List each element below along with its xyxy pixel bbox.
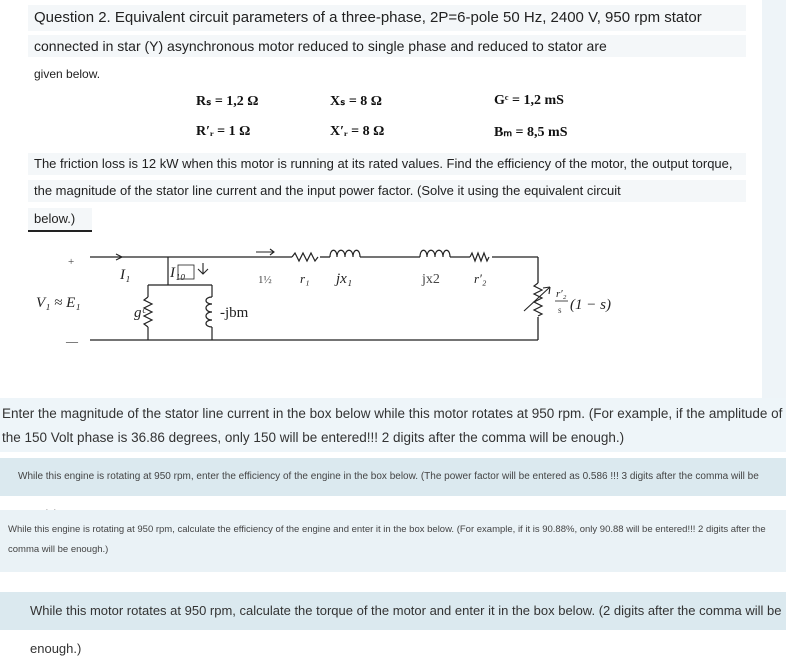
right-margin-bar (762, 0, 786, 400)
jx1-label: jx₁ (336, 271, 353, 287)
load-label: (1 − s) (570, 297, 611, 313)
i1-label: I₁ (120, 267, 131, 283)
variable-arrow (524, 287, 550, 311)
equivalent-circuit-diagram (30, 235, 650, 355)
description-line-1: The friction loss is 12 kW when this motor is running at its rated values. Find the efficiency of the motor, the output torque, (28, 153, 746, 175)
param-bm: Bₘ = 8,5 mS (494, 125, 568, 140)
load-resistor (534, 283, 542, 316)
description-line-2: the magnitude of the stator line current and the input power factor. (Solve it using the equivalent circuit (28, 180, 746, 202)
jx1-inductor (330, 250, 360, 257)
jbm-label: -jbm (220, 305, 249, 321)
gc-label: gᶜ (134, 305, 146, 321)
question-title: Question 2. Equivalent circuit parameters of a three-phase, 2P=6-pole 50 Hz, 2400 V, 950 rpm stator (28, 5, 746, 31)
r1-label: r₁ (300, 271, 310, 286)
answer-prompt-torque: While this motor rotates at 950 rpm, calculate the torque of the motor and enter it in the box below. (2 digits after the comma will be enough.) (0, 592, 786, 630)
param-xs: Xₛ = 8 Ω (330, 94, 383, 109)
jx2-label: jx2 (422, 272, 440, 287)
i10-label: I₁₀ (170, 265, 186, 281)
bm-inductor (206, 297, 212, 327)
answer-prompt-efficiency: While this engine is rotating at 950 rpm, calculate the efficiency of the engine and enter it in the box below. (For example, if it is 90.88%, only 90.88 will be entered!!! 2 digits after the comma will be enough.) (0, 510, 786, 572)
r2-label: r′₂ (474, 271, 487, 286)
voltage-label: V₁ ≈ E₁ (36, 295, 81, 311)
question-line-3: given below. (34, 67, 101, 81)
param-rs: Rₛ = 1,2 Ω (196, 94, 259, 109)
param-rr: R′ᵣ = 1 Ω (196, 124, 251, 139)
answer-prompt-power-factor: While this engine is rotating at 950 rpm, enter the efficiency of the engine in the box below. (The power factor will be entered as 0.586 !!! 3 digits after the comma will be (0, 458, 786, 496)
r1-resistor (292, 253, 318, 261)
description-line-3: below.) (28, 208, 92, 232)
answer-prompt-line-current: Enter the magnitude of the stator line current in the box below while this motor rotates at 950 rpm. (For example, if the amplitude of the 150 Volt phase is 36.86 degrees, only 150 will be entered!!! 2 digits after the comma will be enough.) (0, 398, 786, 452)
i-half-label: 1½ (258, 274, 272, 286)
jx2-inductor (420, 250, 450, 257)
question-line-2: connected in star (Y) asynchronous motor reduced to single phase and reduced to stator are (28, 35, 746, 57)
plus-sign: + (68, 256, 75, 268)
r2-resistor (470, 253, 489, 261)
param-gc: Gᶜ = 1,2 mS (494, 93, 564, 108)
load-s-label: s (558, 305, 562, 315)
param-xr: X′ᵣ = 8 Ω (330, 124, 385, 139)
load-r-label: r′₂ (556, 288, 567, 300)
minus-sign: — (66, 334, 78, 348)
